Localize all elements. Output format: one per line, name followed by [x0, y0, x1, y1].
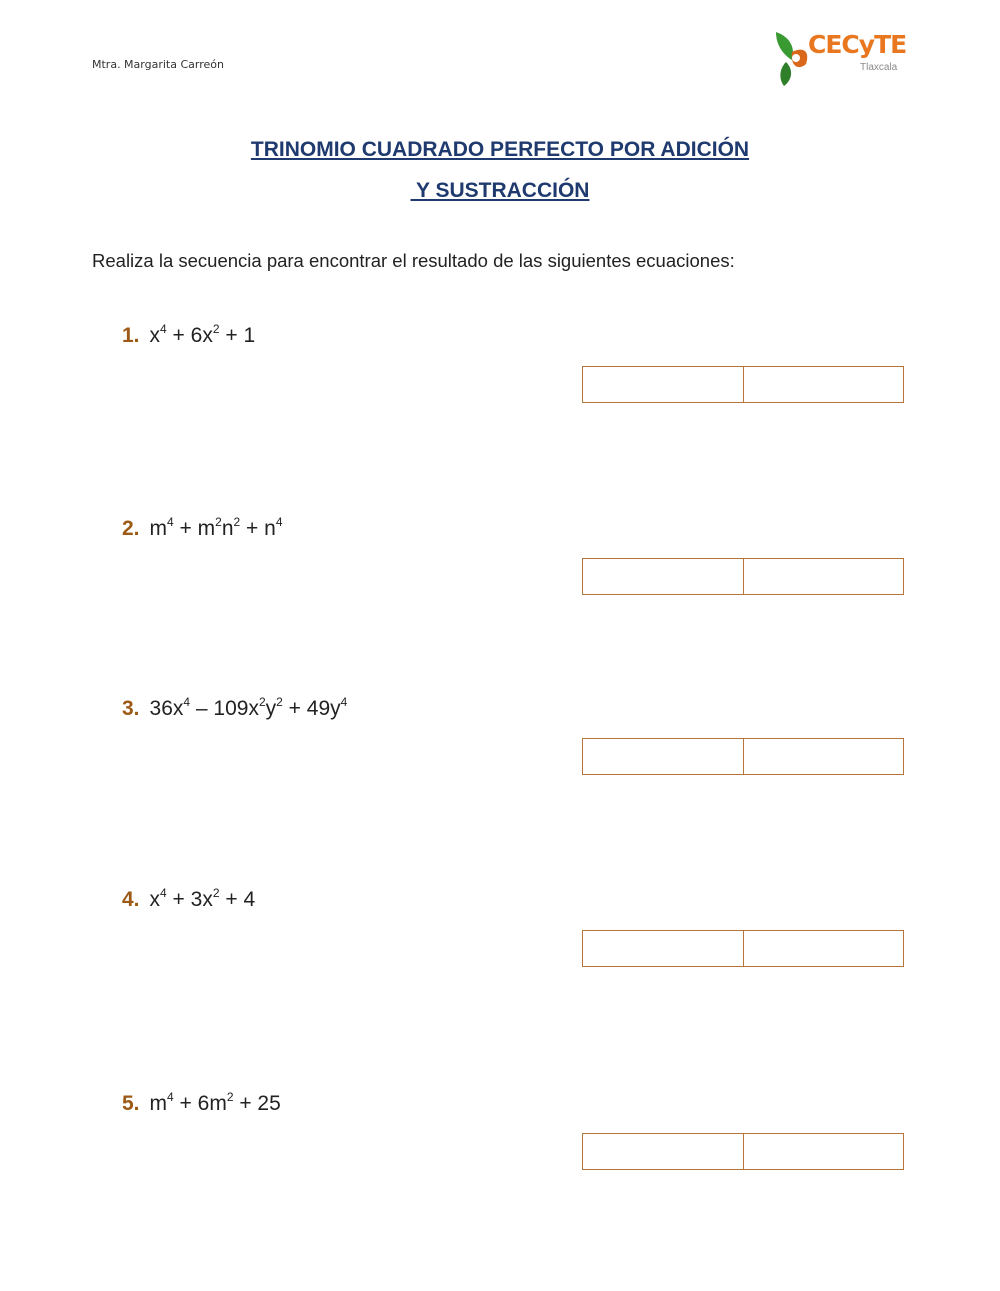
answer-cell[interactable]	[583, 367, 743, 402]
expression-term: + 1	[219, 324, 256, 347]
exponent: 2	[212, 322, 220, 336]
answer-box-3	[582, 738, 904, 775]
exponent: 2	[276, 695, 283, 709]
exponent: 2	[258, 695, 266, 709]
exercise-2	[122, 517, 283, 541]
exponent: 4	[167, 1090, 174, 1104]
expression-term: y	[265, 697, 277, 720]
expression-term: x	[149, 324, 161, 347]
expression-term: + 3x	[166, 888, 213, 911]
answer-cell[interactable]	[743, 1134, 904, 1169]
exponent: 4	[160, 886, 167, 900]
answer-box-4	[582, 930, 904, 967]
page-title-line-2: Y SUSTRACCIÓN	[410, 179, 590, 202]
instructions-text: Realiza la secuencia para encontrar el resultado de las siguientes ecuaciones:	[92, 250, 735, 271]
exercise-4	[122, 888, 255, 912]
author-name: Mtra. Margarita Carreón	[92, 58, 224, 71]
answer-cell[interactable]	[583, 559, 743, 594]
exercise-3	[122, 697, 347, 721]
exercise-number: 1.	[122, 324, 140, 347]
exponent: 4	[275, 515, 283, 529]
answer-cell[interactable]	[743, 739, 904, 774]
exponent: 2	[212, 886, 220, 900]
exercise-number: 2.	[122, 517, 140, 540]
cecyte-logo	[770, 28, 907, 90]
exercise-number: 4.	[122, 888, 140, 911]
answer-cell[interactable]	[743, 931, 904, 966]
exercise-1	[122, 324, 255, 348]
expression-term: m	[149, 1092, 168, 1115]
exercise-number: 3.	[122, 697, 140, 720]
exponent: 4	[183, 695, 191, 709]
logo-wordmark: CECyTE	[808, 30, 907, 59]
expression-term: x	[149, 888, 161, 911]
logo-subtitle: Tlaxcala	[860, 62, 898, 73]
expression-term: + 4	[219, 888, 256, 911]
answer-cell[interactable]	[743, 367, 904, 402]
expression-term: m	[149, 517, 168, 540]
expression-term: + 49y	[282, 697, 341, 720]
exponent: 2	[233, 515, 241, 529]
exponent: 4	[340, 695, 348, 709]
expression-term: + n	[240, 517, 276, 540]
exponent: 4	[167, 515, 174, 529]
expression-term: + 6m	[173, 1092, 227, 1115]
answer-cell[interactable]	[583, 739, 743, 774]
exponent: 4	[160, 322, 167, 336]
expression-term: 36x	[149, 697, 184, 720]
answer-cell[interactable]	[583, 931, 743, 966]
answer-cell[interactable]	[743, 559, 904, 594]
exponent: 2	[215, 515, 222, 529]
exponent: 2	[226, 1090, 234, 1104]
expression-term: + 6x	[166, 324, 213, 347]
expression-term: + 25	[233, 1092, 281, 1115]
exercise-number: 5.	[122, 1092, 140, 1115]
answer-box-1	[582, 366, 904, 403]
leaf-icon	[770, 28, 812, 88]
expression-term: – 109x	[190, 697, 259, 720]
exercise-5	[122, 1092, 281, 1116]
answer-box-5	[582, 1133, 904, 1170]
answer-cell[interactable]	[583, 1134, 743, 1169]
expression-term: n	[221, 517, 234, 540]
answer-box-2	[582, 558, 904, 595]
expression-term: + m	[173, 517, 216, 540]
page-title-line-1: TRINOMIO CUADRADO PERFECTO POR ADICIÓN	[250, 138, 750, 161]
